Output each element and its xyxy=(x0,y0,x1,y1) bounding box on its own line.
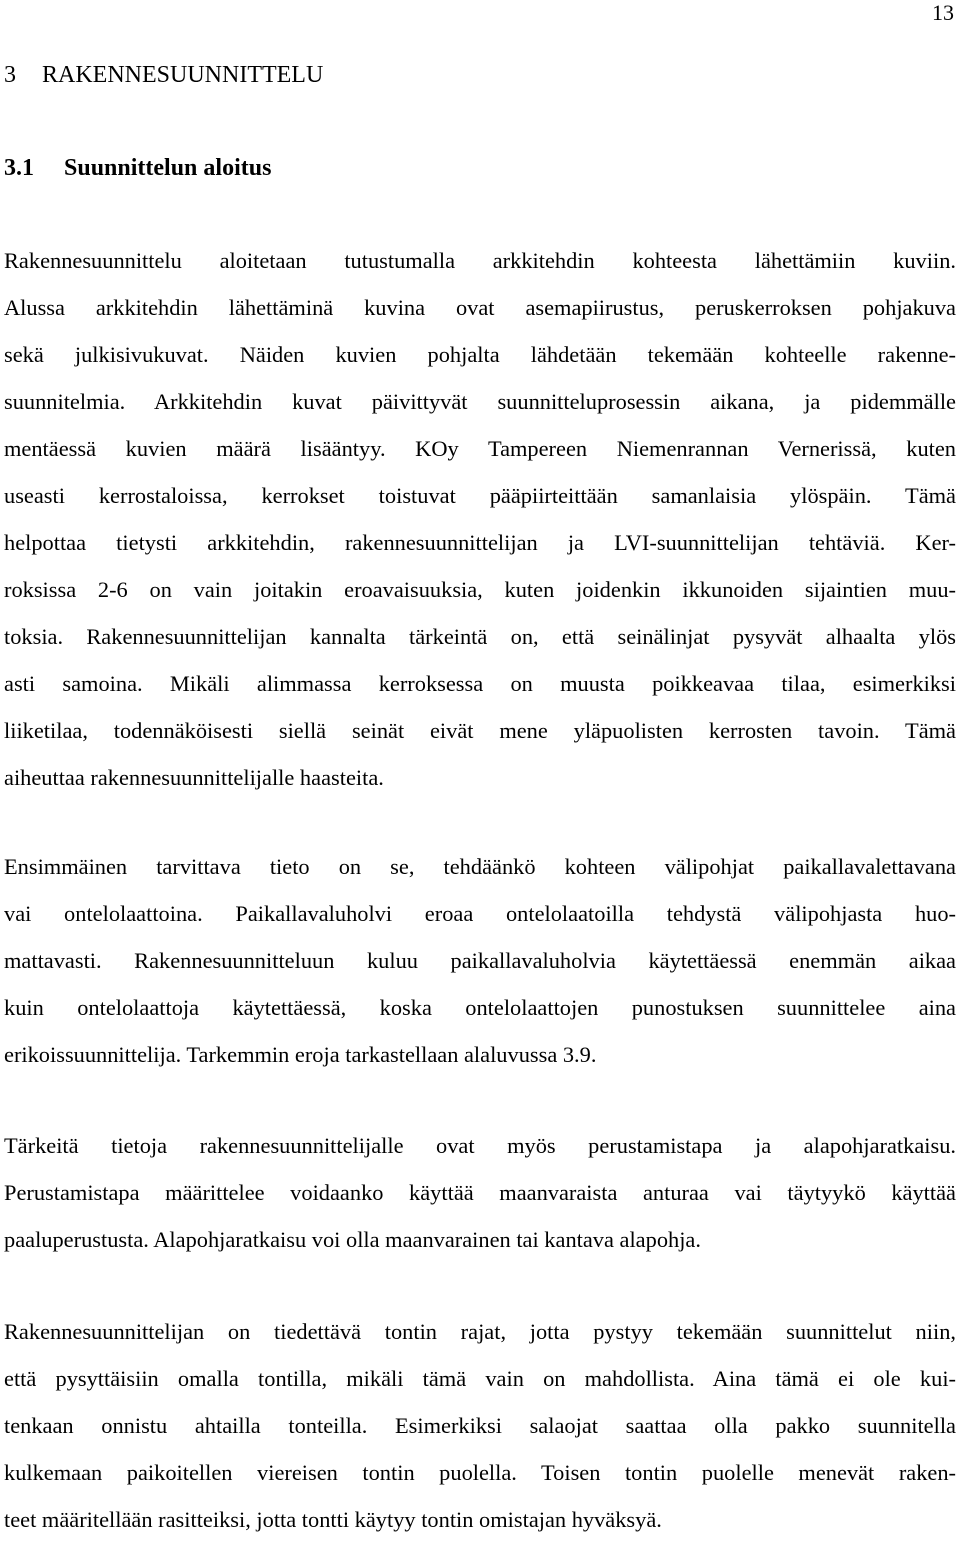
text-line: useasti kerrostaloissa, kerrokset toistuvat pääpiirteittään samanlaisia ylöspäin. Tämä xyxy=(4,483,956,508)
text-line: suunnitelmia. Arkkitehdin kuvat päivittyvät suunnitteluprosessin aikana, ja pidemmälle xyxy=(4,389,956,414)
text-line: liiketilaa, todennäköisesti siellä seinät eivät mene yläpuolisten kerrosten tavoin. Tämä xyxy=(4,718,956,743)
text-line: helpottaa tietysti arkkitehdin, rakennesuunnittelijan ja LVI-suunnittelijan tehtäviä. Ker- xyxy=(4,530,956,555)
text-line: toksia. Rakennesuunnittelijan kannalta tärkeintä on, että seinälinjat pysyvät alhaalta ylös xyxy=(4,624,956,649)
paragraph-2 xyxy=(4,843,956,1078)
text-line: tenkaan onnistu ahtailla tonteilla. Esimerkiksi salaojat saattaa olla pakko suunnitella xyxy=(4,1413,956,1438)
text-line: Perustamistapa määrittelee voidaanko käyttää maanvaraista anturaa vai täytyykö käyttää xyxy=(4,1180,956,1205)
text-line: Ensimmäinen tarvittava tieto on se, tehdäänkö kohteen välipohjat paikallavalettavana xyxy=(4,854,956,879)
text-line: teet määritellään rasitteiksi, jotta tontti käytyy tontin omistajan hyväksyä. xyxy=(4,1507,662,1532)
text-line: kulkemaan paikoitellen viereisen tontin puolella. Toisen tontin puolelle menevät raken- xyxy=(4,1460,956,1485)
text-line: mattavasti. Rakennesuunnitteluun kuluu paikallavaluholvia käytettäessä enemmän aikaa xyxy=(4,948,956,973)
page-number: 13 xyxy=(932,0,954,25)
text-line: Tärkeitä tietoja rakennesuunnittelijalle ovat myös perustamistapa ja alapohjaratkaisu. xyxy=(4,1133,956,1158)
text-line: Rakennesuunnittelu aloitetaan tutustumalla arkkitehdin kohteesta lähettämiin kuviin. xyxy=(4,248,956,273)
paragraph-3 xyxy=(4,1122,956,1263)
section-title: Suunnittelun aloitus xyxy=(64,155,272,181)
text-line: aiheuttaa rakennesuunnittelijalle haasteita. xyxy=(4,765,384,790)
section-heading xyxy=(4,153,271,183)
chapter-number: 3 xyxy=(4,62,16,88)
paragraph-4 xyxy=(4,1308,956,1543)
chapter-title: RAKENNESUUNNITTELU xyxy=(42,62,324,88)
text-line: että pysyttäisiin omalla tontilla, mikäli tämä vain on mahdollista. Aina tämä ei ole kui- xyxy=(4,1366,956,1391)
section-number: 3.1 xyxy=(4,155,34,181)
text-line: Alussa arkkitehdin lähettäminä kuvina ovat asemapiirustus, peruskerroksen pohjakuva xyxy=(4,295,956,320)
text-line: erikoissuunnittelija. Tarkemmin eroja tarkastellaan alaluvussa 3.9. xyxy=(4,1042,597,1067)
text-line: roksissa 2-6 on vain joitakin eroavaisuuksia, kuten joidenkin ikkunoiden sijaintien muu- xyxy=(4,577,956,602)
text-line: kuin ontelolaattoja käytettäessä, koska ontelolaattojen punostuksen suunnittelee aina xyxy=(4,995,956,1020)
text-line: asti samoina. Mikäli alimmassa kerroksessa on muusta poikkeavaa tilaa, esimerkiksi xyxy=(4,671,956,696)
chapter-heading xyxy=(4,60,323,90)
text-line: sekä julkisivukuvat. Näiden kuvien pohjalta lähdetään tekemään kohteelle rakenne- xyxy=(4,342,956,367)
text-line: mentäessä kuvien määrä lisääntyy. KOy Tampereen Niemenrannan Vernerissä, kuten xyxy=(4,436,956,461)
text-line: paaluperustusta. Alapohjaratkaisu voi olla maanvarainen tai kantava alapohja. xyxy=(4,1227,701,1252)
paragraph-1 xyxy=(4,237,956,801)
text-line: vai ontelolaattoina. Paikallavaluholvi eroaa ontelolaatoilla tehdystä välipohjasta huo- xyxy=(4,901,956,926)
text-line: Rakennesuunnittelijan on tiedettävä tontin rajat, jotta pystyy tekemään suunnittelut niin, xyxy=(4,1319,956,1344)
